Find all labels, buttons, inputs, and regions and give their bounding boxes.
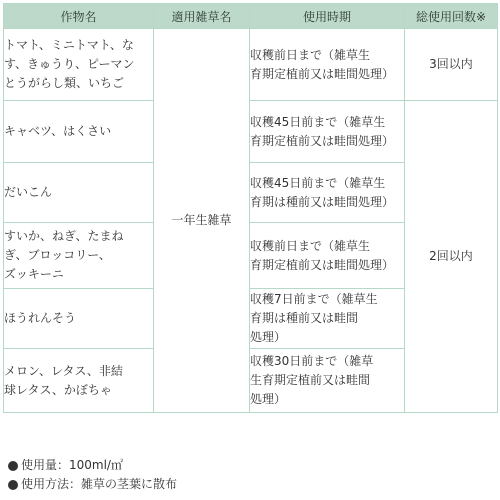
filled-circle-icon — [8, 480, 18, 490]
period-text: 収穫30日前まで（雑草 生育期定植前又は畦間 処理） — [250, 354, 374, 406]
period-cell — [250, 223, 405, 289]
period-cell — [250, 289, 405, 349]
header-usage-period: 使用時期 — [250, 4, 405, 29]
period-text: 収穫前日まで（雑草生 育期定植前又は畦間処理） — [250, 47, 395, 81]
note-method-text: 使用方法：雑草の茎葉に散布 — [21, 477, 178, 491]
period-cell — [250, 101, 405, 163]
table-row — [4, 101, 498, 163]
period-text: 収穫45日前まで（雑草生 育期定植前又は畦間処理） — [250, 114, 395, 148]
crop-text: だいこん — [4, 185, 53, 199]
table-header-row — [4, 4, 498, 29]
weed-name-cell — [154, 29, 250, 413]
count-cell — [405, 29, 498, 101]
note-amount-text: 使用量：100ml/㎡ — [21, 458, 123, 472]
table-row — [4, 29, 498, 101]
crop-text: キャベツ、はくさい — [4, 124, 112, 138]
shared-count-text: 2回以内 — [429, 249, 473, 263]
note-method — [8, 475, 177, 494]
period-text: 収穫7日前まで（雑草生 育期は種前又は畦間 処理） — [250, 292, 378, 344]
crop-cell — [4, 163, 154, 223]
pesticide-usage-table — [3, 3, 498, 413]
shared-count-cell — [405, 101, 498, 413]
header-weed-name: 適用雑草名 — [154, 4, 250, 29]
crop-cell — [4, 29, 154, 101]
period-cell — [250, 29, 405, 101]
crop-text: ほうれんそう — [4, 311, 77, 325]
period-cell — [250, 163, 405, 223]
period-text: 収穫45日前まで（雑草生 育期は種前又は畦間処理） — [250, 175, 395, 209]
crop-text: トマト、ミニトマト、な す、きゅうり、ピーマン とうがらし類、いちご — [4, 38, 135, 90]
crop-cell — [4, 223, 154, 289]
usage-notes — [8, 456, 177, 494]
crop-text: すいか、ねぎ、たまね ぎ、ブロッコリー、 ズッキーニ — [4, 229, 124, 281]
header-total-uses: 総使用回数※ — [405, 4, 498, 29]
count-text: 3回以内 — [429, 57, 473, 71]
crop-cell — [4, 349, 154, 413]
crop-cell — [4, 289, 154, 349]
crop-cell — [4, 101, 154, 163]
note-amount — [8, 456, 177, 475]
period-cell — [250, 349, 405, 413]
period-text: 収穫前日まで（雑草生 育期定植前又は畦間処理） — [250, 238, 395, 272]
weed-name-text: 一年生雑草 — [171, 213, 232, 227]
filled-circle-icon — [8, 461, 18, 471]
header-crop-name: 作物名 — [4, 4, 154, 29]
crop-text: メロン、レタス、非結 球レタス、かぼちゃ — [4, 363, 123, 397]
